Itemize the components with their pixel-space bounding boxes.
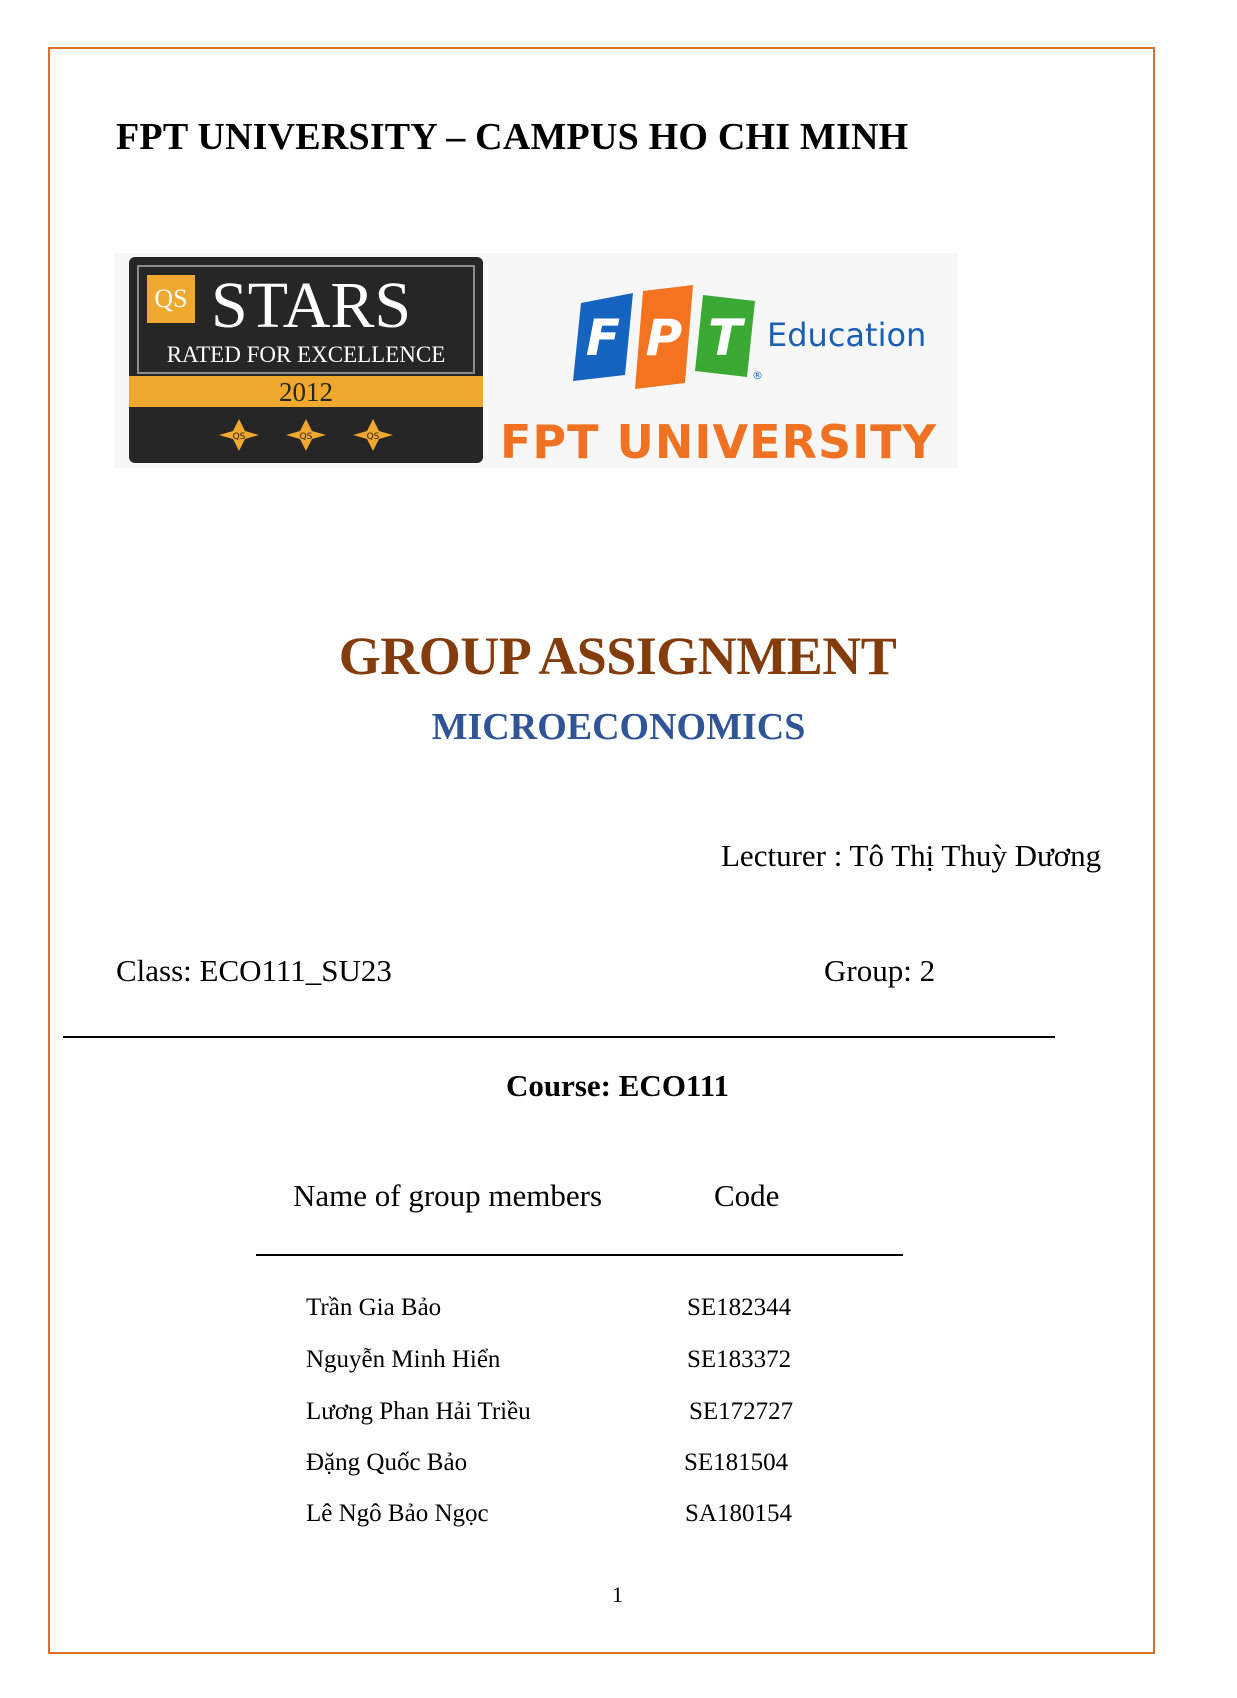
divider — [63, 1036, 1055, 1038]
member-code: SE172727 — [689, 1398, 794, 1425]
registered-mark: ® — [752, 369, 763, 382]
course-line: Course: ECO111 — [505, 1068, 730, 1103]
stars-word: STARS — [211, 269, 412, 342]
fpt-f-block — [573, 293, 633, 381]
fpt-p-block — [635, 285, 693, 389]
subject-title: MICROECONOMICS — [431, 706, 806, 748]
svg-text:QS: QS — [299, 432, 313, 442]
code-header: Code — [714, 1178, 780, 1213]
member-code: SE183372 — [687, 1346, 792, 1373]
education-word: Education — [767, 316, 927, 354]
members-header: Name of group members — [293, 1178, 603, 1213]
rated-for-excellence: RATED FOR EXCELLENCE — [166, 342, 446, 367]
badge-year: 2012 — [279, 377, 333, 407]
member-name: Đặng Quốc Bảo — [306, 1449, 468, 1476]
university-header: FPT UNIVERSITY – CAMPUS HO CHI MINH — [116, 116, 909, 158]
class-line: Class: ECO111_SU23 — [116, 953, 392, 988]
member-name: Lê Ngô Bảo Ngọc — [306, 1500, 489, 1527]
fpt-t-block — [695, 295, 755, 377]
qs-mark: QS — [154, 284, 188, 313]
page-number: 1 — [612, 1582, 623, 1607]
svg-text:QS: QS — [366, 432, 380, 442]
member-name: Lương Phan Hải Triều — [306, 1398, 531, 1425]
lecturer-line: Lecturer : Tô Thị Thuỳ Dương — [721, 838, 1102, 873]
fpt-education-logo — [563, 285, 927, 390]
svg-text:QS: QS — [232, 432, 246, 442]
member-code: SE181504 — [684, 1449, 789, 1476]
assignment-title: GROUP ASSIGNMENT — [338, 626, 897, 686]
fpt-university-wordmark: FPT UNIVERSITY — [500, 415, 937, 469]
member-name: Trần Gia Bảo — [306, 1294, 442, 1321]
member-name: Nguyễn Minh Hiển — [306, 1346, 501, 1373]
table-divider — [256, 1254, 903, 1256]
qs-stars-badge — [129, 257, 483, 463]
group-line: Group: 2 — [824, 953, 936, 988]
member-code: SE182344 — [687, 1294, 792, 1321]
svg-text:F: F — [585, 309, 621, 367]
svg-text:P: P — [645, 309, 683, 367]
svg-text:T: T — [707, 309, 743, 367]
member-code: SA180154 — [685, 1500, 792, 1527]
